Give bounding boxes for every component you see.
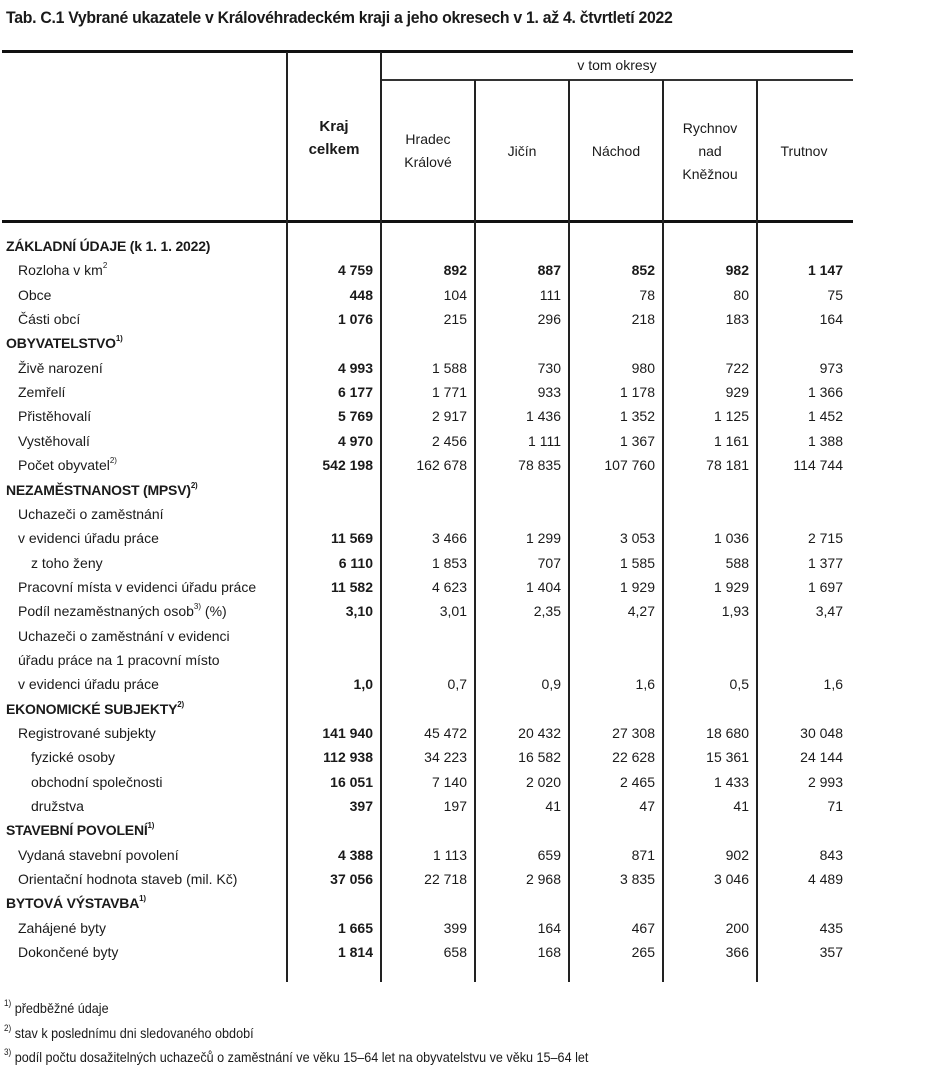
- table-row: [0, 380, 852, 404]
- row-label: Počet obyvatel$^{2)}$: [18, 456, 117, 473]
- section-header-row: [0, 234, 852, 258]
- cell-district-value: 15 361: [706, 749, 749, 765]
- cell-district-value: 658: [443, 944, 467, 960]
- cell-district-value: 296: [537, 311, 561, 327]
- table-row: [0, 526, 852, 550]
- cell-district-value: 1 178: [619, 384, 655, 400]
- cell-district-value: 2 456: [431, 433, 467, 449]
- cell-district-value: 0,7: [447, 676, 467, 692]
- cell-district-value: 722: [725, 360, 749, 376]
- cell-district-value: 2 715: [807, 530, 843, 546]
- cell-district-value: 1 585: [619, 555, 655, 571]
- footnote-mark: 2): [190, 481, 198, 491]
- table-row: [0, 672, 852, 696]
- cell-kraj-celkem: 16 051: [330, 774, 373, 790]
- cell-district-value: 164: [537, 920, 561, 936]
- cell-district-value: 1 929: [619, 579, 655, 595]
- cell-district-value: 4 623: [431, 579, 467, 595]
- top-rule: [2, 50, 853, 53]
- section-header-row: [0, 697, 852, 721]
- cell-district-value: 1 367: [619, 433, 655, 449]
- section-title: OBYVATELSTVO$^{1)}$: [6, 334, 123, 351]
- cell-kraj-celkem: 4 993: [337, 360, 373, 376]
- cell-district-value: 0,9: [541, 676, 561, 692]
- cell-district-value: 114 744: [793, 457, 843, 473]
- cell-district-value: 3 835: [619, 871, 655, 887]
- section-title: BYTOVÁ VÝSTAVBA$^{1)}$: [6, 894, 146, 911]
- cell-district-value: 1 299: [525, 530, 561, 546]
- cell-district-value: 730: [537, 360, 561, 376]
- row-label: z toho ženy: [31, 555, 103, 571]
- cell-district-value: 1,6: [823, 676, 843, 692]
- table-row: [0, 453, 852, 477]
- cell-district-value: 78: [639, 287, 655, 303]
- cell-district-value: 75: [827, 287, 843, 303]
- cell-district-value: 892: [443, 262, 467, 278]
- table-row: [0, 575, 852, 599]
- cell-district-value: 1 161: [713, 433, 749, 449]
- cell-district-value: 1 433: [713, 774, 749, 790]
- footnote-mark: 1): [4, 998, 12, 1009]
- cell-district-value: 78 835: [518, 457, 561, 473]
- cell-district-value: 24 144: [800, 749, 843, 765]
- footnote-mark: 2): [177, 700, 184, 710]
- cell-district-value: 1 352: [619, 408, 655, 424]
- cell-district-value: 162 678: [416, 457, 467, 473]
- cell-district-value: 265: [631, 944, 655, 960]
- footnote-mark: 3): [4, 1047, 12, 1058]
- cell-district-value: 45 472: [424, 725, 467, 741]
- cell-district-value: 111: [539, 287, 561, 303]
- footnote: $^{1)}$ předběžné údaje: [4, 998, 109, 1016]
- row-label: Vydaná stavební povolení: [18, 847, 179, 863]
- cell-district-value: 7 140: [431, 774, 467, 790]
- cell-district-value: 0,5: [729, 676, 749, 692]
- cell-district-value: 1 147: [807, 262, 843, 278]
- cell-district-value: 973: [819, 360, 843, 376]
- footnote-mark: 1): [115, 334, 123, 344]
- section-header-row: [0, 818, 852, 842]
- header-bottom-rule: [2, 220, 853, 223]
- cell-district-value: 1 404: [525, 579, 561, 595]
- footnote-mark: 2): [109, 456, 117, 466]
- cell-district-value: 357: [819, 944, 843, 960]
- cell-district-value: 588: [725, 555, 749, 571]
- cell-district-value: 183: [725, 311, 749, 327]
- row-label: v evidenci úřadu práce: [18, 530, 159, 546]
- cell-district-value: 852: [631, 262, 655, 278]
- table-row: [0, 721, 852, 745]
- header-district: Jičín: [507, 142, 537, 159]
- row-label: Živě narození: [18, 360, 103, 376]
- cell-district-value: 1 853: [431, 555, 467, 571]
- cell-district-value: 933: [537, 384, 561, 400]
- cell-kraj-celkem: 448: [349, 287, 373, 303]
- cell-district-value: 4,27: [627, 603, 655, 619]
- cell-kraj-celkem: 5 769: [337, 408, 373, 424]
- cell-district-value: 1 436: [525, 408, 561, 424]
- cell-district-value: 3 046: [713, 871, 749, 887]
- cell-district-value: 2 020: [525, 774, 561, 790]
- cell-district-value: 1 697: [807, 579, 843, 595]
- table-row: [0, 624, 852, 648]
- cell-kraj-celkem: 11 582: [330, 579, 373, 595]
- cell-district-value: 467: [631, 920, 655, 936]
- cell-district-value: 1 771: [431, 384, 467, 400]
- footnote-mark: 3): [193, 602, 202, 612]
- cell-district-value: 980: [631, 360, 655, 376]
- table-row: [0, 648, 852, 672]
- cell-district-value: 2 968: [525, 871, 561, 887]
- section-title: EKONOMICKÉ SUBJEKTY$^{2)}$: [6, 700, 184, 717]
- table-row: [0, 599, 852, 623]
- row-label: Zahájené byty: [18, 920, 106, 936]
- cell-district-value: 929: [725, 384, 749, 400]
- cell-district-value: 27 308: [612, 725, 655, 741]
- row-label: Orientační hodnota staveb (mil. Kč): [18, 871, 238, 887]
- cell-district-value: 22 628: [612, 749, 655, 765]
- cell-kraj-celkem: 397: [349, 798, 373, 814]
- cell-kraj-celkem: 6 177: [337, 384, 373, 400]
- cell-district-value: 659: [537, 847, 561, 863]
- cell-district-value: 22 718: [424, 871, 467, 887]
- cell-kraj-celkem: 3,10: [345, 603, 373, 619]
- table-row: [0, 258, 852, 282]
- cell-district-value: 215: [443, 311, 467, 327]
- cell-district-value: 20 432: [518, 725, 561, 741]
- row-label: Uchazeči o zaměstnání v evidenci: [18, 628, 230, 644]
- table-row: [0, 356, 852, 380]
- table-row: [0, 843, 852, 867]
- cell-district-value: 843: [819, 847, 843, 863]
- row-label: fyzické osoby: [31, 749, 116, 765]
- cell-district-value: 3 053: [619, 530, 655, 546]
- cell-district-value: 107 760: [604, 457, 655, 473]
- table-row: [0, 429, 852, 453]
- cell-district-value: 1 036: [713, 530, 749, 546]
- section-header-row: [0, 478, 852, 502]
- cell-district-value: 164: [819, 311, 843, 327]
- cell-district-value: 3,47: [815, 603, 843, 619]
- cell-district-value: 71: [827, 798, 843, 814]
- row-label: Podíl nezaměstnaných osob$^{3)}$ (%): [18, 602, 227, 619]
- cell-kraj-celkem: 1 076: [337, 311, 373, 327]
- table-row: [0, 551, 852, 575]
- cell-district-value: 1 588: [431, 360, 467, 376]
- table-row: [0, 794, 852, 818]
- cell-kraj-celkem: 6 110: [338, 555, 373, 571]
- table-row: [0, 404, 852, 428]
- cell-district-value: 366: [725, 944, 749, 960]
- cell-district-value: 30 048: [800, 725, 843, 741]
- footnote: $^{3)}$ podíl počtu dosažitelných uchazečů o zaměstnání ve věku 15–64 let na obyvatelstvu ve věku 15–64 let: [4, 1047, 589, 1065]
- table-row: [0, 283, 852, 307]
- table-row: [0, 770, 852, 794]
- section-header-row: [0, 331, 852, 355]
- cell-district-value: 16 582: [518, 749, 561, 765]
- header-district: Trutnov: [780, 142, 828, 159]
- cell-kraj-celkem: 4 759: [337, 262, 373, 278]
- row-label: Obce: [18, 287, 52, 303]
- row-label: Zemřelí: [18, 384, 66, 400]
- table-row: [0, 502, 852, 526]
- cell-district-value: 1 377: [807, 555, 843, 571]
- cell-district-value: 435: [819, 920, 843, 936]
- cell-district-value: 871: [631, 847, 655, 863]
- cell-district-value: 18 680: [706, 725, 749, 741]
- cell-kraj-celkem: 1 665: [337, 920, 373, 936]
- header-district: Hradec Králové: [404, 131, 452, 170]
- cell-district-value: 1 113: [433, 847, 467, 863]
- row-label: obchodní společnosti: [31, 774, 163, 790]
- row-label: Vystěhovalí: [18, 433, 90, 449]
- cell-district-value: 1,6: [635, 676, 655, 692]
- footnote-mark: 1): [139, 894, 146, 904]
- footnote: $^{2)}$ stav k poslednímu dni sledovaného období: [4, 1022, 254, 1041]
- row-label: družstva: [31, 798, 84, 814]
- header-kraj-celkem: Kraj celkem: [308, 118, 360, 158]
- row-label: Dokončené byty: [18, 944, 119, 960]
- cell-kraj-celkem: 11 569: [330, 530, 373, 546]
- cell-district-value: 902: [725, 847, 749, 863]
- cell-district-value: 2 917: [431, 408, 467, 424]
- cell-district-value: 4 489: [807, 871, 843, 887]
- cell-district-value: 47: [639, 798, 655, 814]
- cell-district-value: 1 452: [807, 408, 843, 424]
- table-row: [0, 745, 852, 769]
- cell-district-value: 1 388: [807, 433, 843, 449]
- row-label: Přistěhovalí: [18, 408, 92, 424]
- row-label: úřadu práce na 1 pracovní místo: [18, 652, 220, 668]
- section-title: STAVEBNÍ POVOLENÍ$^{1)}$: [6, 821, 155, 838]
- cell-kraj-celkem: 1 814: [337, 944, 373, 960]
- footnotes: [4, 996, 588, 1070]
- cell-district-value: 1 366: [807, 384, 843, 400]
- row-label: Části obcí: [18, 311, 81, 327]
- cell-district-value: 104: [443, 287, 467, 303]
- cell-district-value: 1,93: [721, 603, 749, 619]
- cell-kraj-celkem: 1,0: [353, 676, 373, 692]
- cell-kraj-celkem: 542 198: [322, 457, 373, 473]
- table-row: [0, 307, 852, 331]
- header-district: Náchod: [591, 142, 641, 159]
- row-label: v evidenci úřadu práce: [18, 676, 159, 692]
- cell-kraj-celkem: 37 056: [330, 871, 373, 887]
- table-row: [0, 867, 852, 891]
- row-label: Uchazeči o zaměstnání: [18, 506, 164, 522]
- table-row: [0, 940, 852, 964]
- cell-district-value: 34 223: [424, 749, 467, 765]
- header-district: Rychnov nad Kněžnou: [682, 119, 738, 182]
- cell-kraj-celkem: 4 970: [337, 433, 373, 449]
- cell-district-value: 2 465: [619, 774, 655, 790]
- cell-district-value: 2,35: [533, 603, 561, 619]
- group-header-rule: [381, 79, 853, 81]
- section-title: ZÁKLADNÍ ÚDAJE (k 1. 1. 2022): [6, 238, 211, 254]
- cell-district-value: 41: [733, 798, 749, 814]
- cell-district-value: 1 111: [528, 433, 561, 449]
- row-label: Rozloha v $km^2$: [18, 261, 108, 278]
- cell-kraj-celkem: 112 938: [323, 749, 373, 765]
- cell-district-value: 41: [545, 798, 561, 814]
- cell-district-value: 218: [631, 311, 655, 327]
- cell-district-value: 78 181: [706, 457, 749, 473]
- cell-district-value: 982: [725, 262, 749, 278]
- cell-district-value: 80: [733, 287, 749, 303]
- table-row: [0, 916, 852, 940]
- cell-district-value: 1 929: [713, 579, 749, 595]
- table-title: Tab. C.1 Vybrané ukazatele v Královéhradeckém kraji a jeho okresech v 1. až 4. čtvrtletí 2022: [6, 8, 673, 27]
- cell-district-value: 399: [443, 920, 467, 936]
- header-group-okresy: v tom okresy: [577, 57, 657, 73]
- row-label: Pracovní místa v evidenci úřadu práce: [18, 579, 257, 595]
- cell-district-value: 887: [537, 262, 561, 278]
- cell-kraj-celkem: 141 940: [322, 725, 373, 741]
- cell-district-value: 707: [537, 555, 561, 571]
- cell-district-value: 200: [725, 920, 749, 936]
- cell-district-value: 1 125: [713, 408, 749, 424]
- footnote-mark: 2: [102, 261, 108, 271]
- section-title: NEZAMĚSTNANOST (MPSV)$^{2)}$: [6, 481, 198, 498]
- cell-district-value: 3,01: [439, 603, 467, 619]
- footnote-mark: 1): [147, 821, 155, 831]
- cell-district-value: 168: [537, 944, 561, 960]
- footnote-mark: 2): [4, 1022, 12, 1033]
- cell-district-value: 3 466: [431, 530, 467, 546]
- row-label: Registrované subjekty: [18, 725, 156, 741]
- section-header-row: [0, 891, 852, 915]
- cell-district-value: 197: [443, 798, 467, 814]
- cell-district-value: 2 993: [807, 774, 843, 790]
- cell-kraj-celkem: 4 388: [337, 847, 373, 863]
